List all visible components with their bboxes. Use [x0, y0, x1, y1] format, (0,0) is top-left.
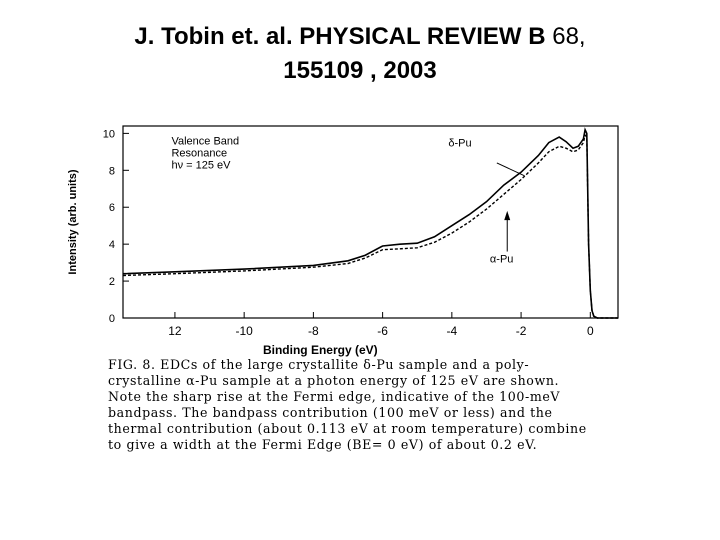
x-tick-label: -8	[308, 324, 319, 338]
annotation-line-2: Resonance	[171, 147, 228, 160]
x-axis-label: Binding Energy (eV)	[262, 343, 378, 357]
title-text: J. Tobin et. al. PHYSICAL REVIEW B	[134, 23, 553, 50]
title-volume: 68,	[552, 23, 586, 50]
y-tick-label: 0	[108, 313, 115, 325]
x-tick-label: 0	[586, 324, 594, 338]
x-tick-label: -4	[446, 324, 458, 338]
pointer-alpha-pu-arrow	[504, 211, 510, 220]
slide-title-line1	[0, 20, 720, 54]
y-tick-label: 8	[108, 165, 115, 178]
y-axis-label: Intensity (arb. units)	[67, 169, 79, 275]
slide-title	[0, 20, 720, 88]
x-tick-label: 12	[168, 324, 182, 338]
y-tick-label: 6	[108, 202, 115, 215]
slide-title-line2: 155109 , 2003	[283, 57, 437, 84]
x-tick-label: -10	[235, 324, 253, 338]
y-tick-label: 4	[108, 239, 115, 252]
x-tick-label: -6	[377, 324, 388, 338]
y-tick-label: 10	[102, 128, 115, 141]
annotation-line-1: Valence Band	[171, 135, 240, 148]
y-tick-label: 2	[108, 276, 115, 289]
label-delta-pu: δ-Pu	[448, 137, 472, 150]
pointer-delta-pu	[497, 163, 525, 176]
edc-chart	[58, 108, 658, 358]
figure-caption: FIG. 8. EDCs of the large crystallite δ-Pu sample and a poly- crystalline α-Pu sample at a photon energy of 125 eV are shown. Note the sharp rise at the Fermi edge, indicative of the 100-meV bandpass. The bandpass contribution (100 meV or less) and the thermal contribution (about 0.113 eV at room temperature) combine to give a width at the Fermi Edge (BE= 0 eV) of about 0.2 eV.	[108, 357, 587, 452]
label-alpha-pu: α-Pu	[489, 253, 514, 266]
x-tick-label: -2	[515, 324, 527, 338]
annotation-line-3: hν = 125 eV	[171, 159, 231, 172]
